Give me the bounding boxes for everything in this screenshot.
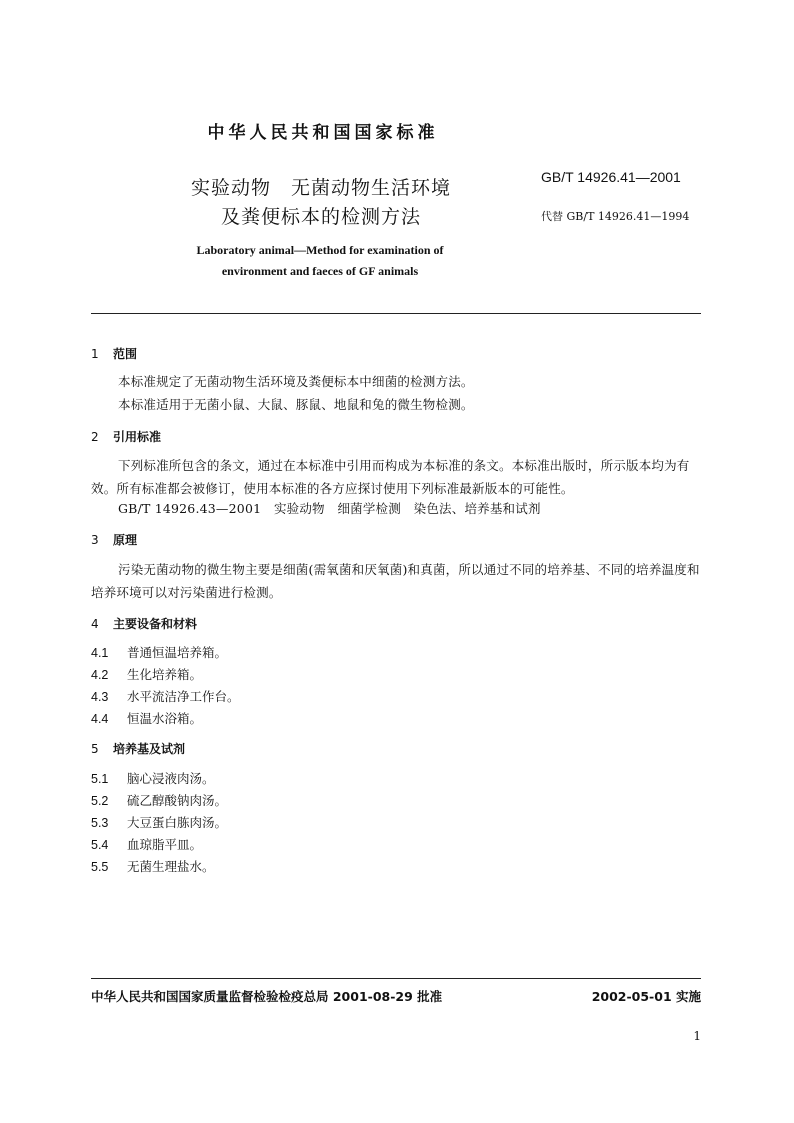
section-title: 培养基及试剂 — [113, 742, 186, 756]
list-item — [91, 687, 240, 705]
section-1-paragraph-1: 本标准规定了无菌动物生活环境及粪便标本中细菌的检测方法。 — [118, 374, 474, 389]
item-number: 4.2 — [91, 668, 109, 682]
list-item — [91, 665, 202, 683]
section-2-heading — [91, 428, 161, 445]
item-text: 硫乙醇酸钠肉汤。 — [127, 793, 228, 808]
item-text: 无菌生理盐水。 — [127, 859, 215, 874]
section-2-paragraph-1: 下列标准所包含的条文，通过在本标准中引用而构成为本标准的条文。本标准出版时，所示版本均为有效。所有标准都会被修订，使用本标准的各方应探讨使用下列标准最新版本的可能性。 — [91, 458, 690, 496]
section-title: 原理 — [113, 533, 138, 547]
item-number: 4.4 — [91, 712, 109, 726]
item-text: 血琼脂平皿。 — [127, 837, 203, 852]
item-text: 生化培养箱。 — [127, 667, 203, 682]
section-title: 引用标准 — [113, 430, 162, 444]
section-title: 范围 — [113, 347, 138, 361]
item-number: 4.1 — [91, 646, 109, 660]
page-number: 1 — [693, 1029, 701, 1043]
list-item — [91, 643, 227, 661]
section-4-heading — [91, 615, 197, 632]
national-standard-heading: 中华人民共和国国家标准 — [207, 123, 439, 143]
standard-number: GB/T 14926.41—2001 — [541, 169, 681, 185]
list-item — [91, 835, 202, 853]
english-title-line-2: environment and faeces of GF animals — [221, 264, 419, 278]
header-divider — [91, 313, 701, 314]
item-number: 5.3 — [91, 816, 109, 830]
section-title: 主要设备和材料 — [113, 617, 198, 631]
footer-divider — [91, 978, 701, 979]
section-3-heading — [91, 531, 137, 548]
list-item — [91, 813, 227, 831]
english-title-line-1: Laboratory animal—Method for examination of — [196, 243, 444, 257]
section-5-heading — [91, 740, 185, 757]
item-text: 普通恒温培养箱。 — [127, 645, 228, 660]
list-item — [91, 769, 215, 787]
item-text: 恒温水浴箱。 — [127, 711, 203, 726]
document-title-line-1: 实验动物 无菌动物生活环境 — [190, 177, 451, 199]
item-number: 5.5 — [91, 860, 109, 874]
list-item — [91, 791, 227, 809]
item-text: 脑心浸液肉汤。 — [127, 771, 215, 786]
item-number: 5.2 — [91, 794, 109, 808]
section-1-paragraph-2: 本标准适用于无菌小鼠、大鼠、豚鼠、地鼠和兔的微生物检测。 — [118, 397, 474, 412]
section-number: 1 — [91, 347, 99, 361]
item-number: 5.4 — [91, 838, 109, 852]
approval-statement: 中华人民共和国国家质量监督检验检疫总局 2001-08-29 批准 — [91, 989, 443, 1004]
section-number: 5 — [91, 742, 99, 756]
section-3-paragraph-1: 污染无菌动物的微生物主要是细菌(需氧菌和厌氧菌)和真菌，所以通过不同的培养基、不同的培养温度和培养环境可以对污染菌进行检测。 — [91, 562, 700, 600]
list-item — [91, 709, 202, 727]
section-2-reference: GB/T 14926.43—2001 实验动物 细菌学检测 染色法、培养基和试剂 — [118, 501, 541, 516]
item-number: 5.1 — [91, 772, 109, 786]
section-number: 3 — [91, 533, 99, 547]
effective-date: 2002-05-01 实施 — [591, 989, 701, 1004]
section-number: 4 — [91, 617, 99, 631]
item-text: 水平流洁净工作台。 — [127, 689, 240, 704]
section-number: 2 — [91, 430, 99, 444]
item-text: 大豆蛋白胨肉汤。 — [127, 815, 228, 830]
document-title-line-2: 及粪便标本的检测方法 — [220, 206, 421, 228]
section-1-heading — [91, 345, 137, 362]
replaces-standard: 代替 GB/T 14926.41—1994 — [541, 210, 690, 223]
list-item — [91, 857, 215, 875]
item-number: 4.3 — [91, 690, 109, 704]
